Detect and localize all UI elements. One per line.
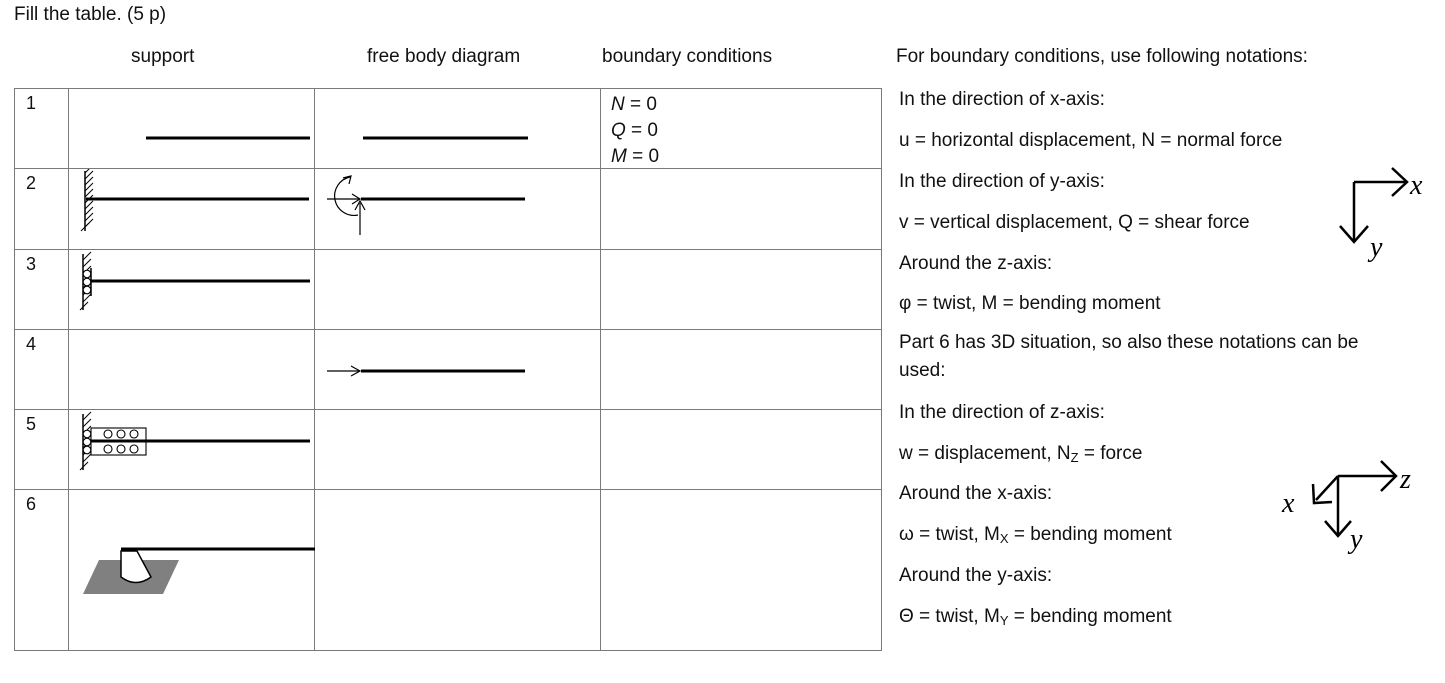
point-support-3d-drawing	[69, 490, 315, 650]
fbd-cell[interactable]	[315, 490, 601, 651]
roller	[83, 278, 91, 286]
roller	[130, 430, 138, 438]
x-axis-arrow	[1316, 476, 1338, 500]
support-cell[interactable]	[69, 329, 315, 409]
table-row	[15, 329, 882, 409]
bc-cell[interactable]	[601, 490, 882, 651]
bc-cell[interactable]	[601, 410, 882, 490]
fbd-cell[interactable]	[315, 249, 601, 329]
support-cell	[69, 169, 315, 249]
bc-cell[interactable]	[601, 329, 882, 409]
note-z-definition: w = displacement, $N_Z$ = force	[899, 443, 1143, 465]
boundary-condition-list	[611, 92, 659, 170]
table-row	[15, 490, 882, 651]
note-x-around: Around the x-axis:	[899, 483, 1053, 504]
fbd-cell[interactable]	[315, 169, 601, 249]
table-row	[15, 410, 882, 490]
roller	[83, 286, 91, 294]
note-z-around: Around the z-axis:	[899, 253, 1053, 274]
free-body-diagram-drawing	[315, 169, 601, 249]
x-axis-label: x	[1410, 170, 1423, 201]
column-header-support: support	[131, 46, 195, 67]
column-header-boundary-conditions: boundary conditions	[602, 46, 773, 67]
column-header-free-body-diagram: free body diagram	[367, 46, 521, 67]
table-row	[15, 249, 882, 329]
axes-3d-diagram	[1278, 450, 1428, 560]
row-number-cell	[15, 89, 69, 169]
support-cell	[69, 490, 315, 651]
row-number: 4	[26, 333, 37, 354]
roller	[83, 438, 91, 446]
bc-bending-moment: M = 0	[611, 146, 660, 167]
row-number: 3	[26, 253, 37, 274]
row-number: 6	[26, 494, 37, 515]
roller	[117, 430, 125, 438]
roller	[130, 445, 138, 453]
fixed-support-drawing	[69, 169, 315, 249]
bc-cell[interactable]	[601, 89, 882, 169]
note-z-around-definition: φ = twist, M = bending moment	[899, 293, 1161, 314]
note-y-around-definition: Θ = twist, $M_Y$ = bending moment	[899, 606, 1172, 628]
row-number: 1	[26, 93, 37, 113]
free-body-diagram-drawing	[315, 330, 601, 410]
note-y-definition: v = vertical displacement, Q = shear force	[899, 212, 1250, 233]
roller	[83, 430, 91, 438]
y-axis-label: y	[1350, 524, 1363, 555]
row-number-cell	[15, 329, 69, 409]
note-x-around-definition: ω = twist, $M_X$ = bending moment	[899, 524, 1172, 546]
bc-cell[interactable]	[601, 249, 882, 329]
support-cell	[69, 410, 315, 490]
support-cell	[69, 249, 315, 329]
free-end-support-drawing	[69, 89, 315, 169]
bc-normal-force: N = 0	[611, 94, 657, 115]
roller	[83, 270, 91, 278]
row-number-cell	[15, 249, 69, 329]
table-row	[15, 169, 882, 249]
task-title: Fill the table. (5 p)	[14, 4, 167, 25]
y-axis-label: y	[1370, 232, 1383, 263]
note-y-direction: In the direction of y-axis:	[899, 171, 1105, 192]
fbd-cell[interactable]	[315, 410, 601, 490]
note-x-definition: u = horizontal displacement, N = normal force	[899, 130, 1283, 151]
x-axis-label: x	[1282, 488, 1295, 519]
roller-support-drawing	[69, 250, 315, 330]
bc-cell[interactable]	[601, 169, 882, 249]
row-number-cell	[15, 490, 69, 651]
support-cell	[69, 89, 315, 169]
z-axis-label: z	[1400, 464, 1411, 495]
note-z-direction: In the direction of z-axis:	[899, 402, 1105, 423]
roller	[104, 445, 112, 453]
row-number: 5	[26, 414, 37, 435]
row-number-cell	[15, 410, 69, 490]
table-row	[15, 89, 882, 169]
free-body-diagram-drawing	[315, 89, 601, 169]
axes-2d-diagram	[1330, 160, 1440, 265]
fbd-cell[interactable]	[315, 89, 601, 169]
row-number-cell	[15, 169, 69, 249]
bc-shear-force: Q = 0	[611, 120, 659, 141]
fbd-cell	[315, 329, 601, 409]
note-y-around: Around the y-axis:	[899, 565, 1053, 586]
note-part6: Part 6 has 3D situation, so also these notations can be used:	[899, 332, 1359, 381]
support-table	[14, 88, 882, 651]
roller	[83, 446, 91, 454]
roller	[104, 430, 112, 438]
roller	[117, 445, 125, 453]
row-number: 2	[26, 173, 37, 194]
sliding-clamp-support-drawing	[69, 410, 315, 490]
note-x-direction: In the direction of x-axis:	[899, 89, 1105, 110]
notes-heading: For boundary conditions, use following notations:	[896, 46, 1308, 67]
